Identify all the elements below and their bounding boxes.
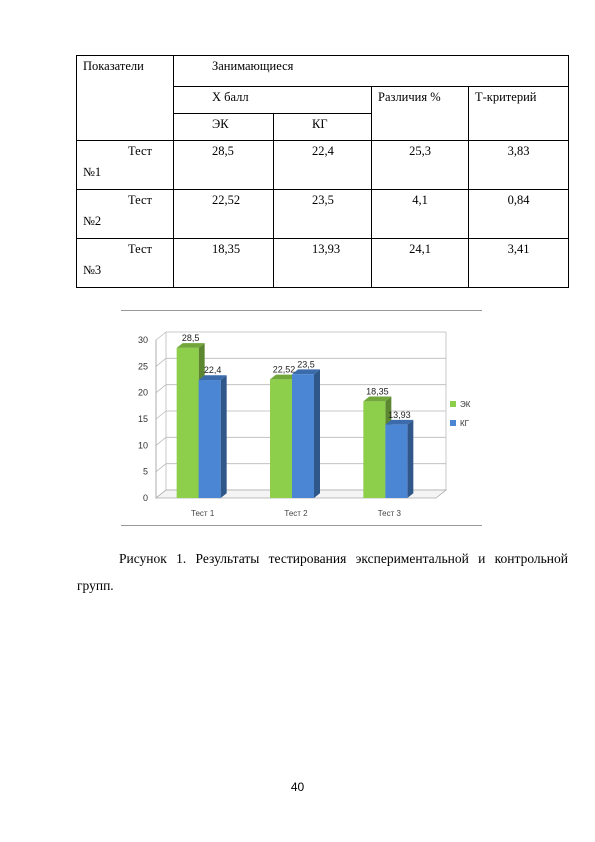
- table-row: [77, 239, 569, 288]
- gridline-side: [156, 385, 166, 393]
- cell-t: 3,83: [469, 141, 569, 190]
- header-kg: КГ: [274, 114, 372, 141]
- x-tick-label: Тест 3: [377, 509, 401, 518]
- bar-ek: [363, 401, 385, 498]
- figure-caption: [77, 545, 568, 599]
- bar-side: [314, 369, 320, 498]
- page-number: 40: [290, 780, 305, 794]
- bar-chart-svg: [121, 310, 482, 526]
- results-table: [76, 55, 569, 288]
- row-name: Тест №2: [77, 190, 174, 239]
- data-label: 23,5: [297, 359, 315, 370]
- bar-side: [221, 375, 227, 498]
- bar-kg: [292, 374, 314, 498]
- gridline-side: [156, 464, 166, 472]
- y-tick-label: 10: [137, 440, 148, 451]
- header-diff: Различия %: [372, 87, 469, 141]
- x-tick-label: Тест 2: [284, 509, 308, 518]
- y-tick-label: 20: [137, 387, 148, 398]
- caption-line-2: групп.: [77, 578, 114, 593]
- row-name: Тест №1: [77, 141, 174, 190]
- data-label: 28,5: [181, 333, 200, 344]
- gridline-side: [156, 411, 166, 419]
- cell-kg: 23,5: [274, 190, 372, 239]
- y-tick-label: 25: [137, 361, 148, 372]
- header-participants: Занимающиеся: [174, 56, 569, 87]
- y-tick-label: 30: [137, 335, 148, 345]
- header-t: Т-критерий: [469, 87, 569, 141]
- y-tick-label: 5: [142, 466, 148, 477]
- data-label: 22,4: [203, 365, 222, 376]
- cell-kg: 22,4: [274, 141, 372, 190]
- cell-diff: 25,3: [372, 141, 469, 190]
- cell-ek: 18,35: [174, 239, 274, 288]
- gridline-side: [156, 332, 166, 340]
- table-row: [77, 141, 569, 190]
- legend-label: ЭК: [460, 400, 471, 409]
- cell-t: 0,84: [469, 190, 569, 239]
- cell-ek: 28,5: [174, 141, 274, 190]
- cell-diff: 4,1: [372, 190, 469, 239]
- bar-ek: [177, 348, 199, 498]
- bar-ek: [270, 379, 292, 498]
- data-label: 13,93: [388, 409, 411, 420]
- gridline-side: [156, 437, 166, 445]
- row-name: Тест №3: [77, 239, 174, 288]
- cell-diff: 24,1: [372, 239, 469, 288]
- header-ek: ЭК: [174, 114, 274, 141]
- bar-kg: [385, 425, 407, 498]
- x-tick-label: Тест 1: [191, 509, 215, 518]
- legend-swatch: [450, 401, 456, 407]
- gridline-side: [156, 358, 166, 366]
- bar-side: [407, 420, 413, 498]
- header-x-ball: Х балл: [174, 87, 372, 114]
- legend-swatch: [450, 420, 456, 426]
- y-tick-label: 0: [142, 493, 148, 503]
- data-label: 22,52: [272, 364, 296, 375]
- cell-t: 3,41: [469, 239, 569, 288]
- cell-kg: 13,93: [274, 239, 372, 288]
- header-indicators: Показатели: [77, 56, 174, 141]
- legend-label: КГ: [460, 419, 469, 428]
- bar-kg: [199, 380, 221, 498]
- cell-ek: 22,52: [174, 190, 274, 239]
- table-row: [77, 190, 569, 239]
- caption-line-1: Рисунок 1. Результаты тестирования экспериментальной и контрольной: [119, 551, 568, 566]
- data-label: 18,35: [366, 386, 389, 397]
- y-tick-label: 15: [137, 414, 148, 424]
- bar-chart: [121, 310, 482, 526]
